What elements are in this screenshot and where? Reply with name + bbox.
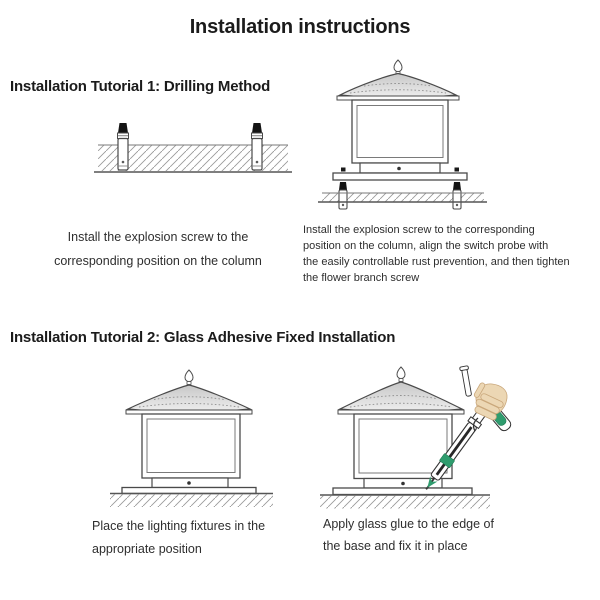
caption-line: the flower branch screw bbox=[303, 272, 420, 284]
lamp-base-plate bbox=[122, 488, 256, 494]
lamp-base-plate bbox=[333, 488, 472, 495]
lamp-illustration bbox=[95, 362, 295, 510]
lamp-with-screws-svg bbox=[300, 55, 510, 215]
caption-line: Apply glass glue to the edge of bbox=[323, 517, 494, 531]
lamp-finial bbox=[397, 367, 405, 379]
lamp-finial bbox=[185, 370, 193, 382]
glue-gun-svg bbox=[320, 355, 595, 510]
caption-line: position on the column, align the switch probe with bbox=[303, 240, 549, 252]
page-title: Installation instructions bbox=[189, 16, 411, 38]
hatched-column-surface bbox=[320, 496, 490, 509]
expansion-screw-icon bbox=[118, 123, 129, 170]
figure-caption bbox=[92, 515, 322, 561]
figure-caption bbox=[38, 225, 278, 273]
lamp-finial bbox=[394, 60, 402, 72]
lamp-with-screws-illustration bbox=[300, 55, 510, 215]
caption-line: the easily controllable rust prevention, and then tighten bbox=[303, 256, 570, 268]
lamp-roof bbox=[128, 385, 250, 412]
caption-line: corresponding position on the column bbox=[54, 254, 262, 268]
expansion-screw-icon bbox=[252, 123, 263, 170]
lamp-svg bbox=[95, 362, 295, 510]
expansion-screws-illustration bbox=[50, 103, 300, 193]
figure-caption bbox=[323, 513, 583, 557]
lamp-roof bbox=[340, 74, 456, 99]
figure-caption bbox=[303, 222, 593, 286]
caption-line: appropriate position bbox=[92, 542, 202, 556]
expansion-screw-icon bbox=[339, 182, 347, 209]
expansion-screw-icon bbox=[453, 182, 461, 209]
lamp-glass-panel bbox=[357, 106, 443, 158]
lamp-roof bbox=[340, 382, 462, 412]
hatched-column-surface bbox=[110, 494, 273, 507]
lamp-base-plate bbox=[333, 173, 467, 180]
caption-line: Install the explosion screw to the bbox=[67, 230, 249, 244]
glue-gun-illustration bbox=[320, 355, 595, 510]
caption-line: the base and fix it in place bbox=[323, 539, 468, 553]
caption-line: Install the explosion screw to the corresponding bbox=[303, 224, 535, 236]
lamp-glass-panel bbox=[147, 419, 235, 473]
section-2-heading: Installation Tutorial 2: Glass Adhesive Fixed Installation bbox=[10, 329, 396, 346]
caption-line: Place the lighting fixtures in the bbox=[92, 519, 266, 533]
lamp-glass-panel bbox=[359, 419, 447, 473]
expansion-screws-svg bbox=[50, 103, 300, 193]
gun-plunger-rod bbox=[460, 366, 474, 397]
section-1-heading: Installation Tutorial 1: Drilling Method bbox=[10, 78, 271, 95]
